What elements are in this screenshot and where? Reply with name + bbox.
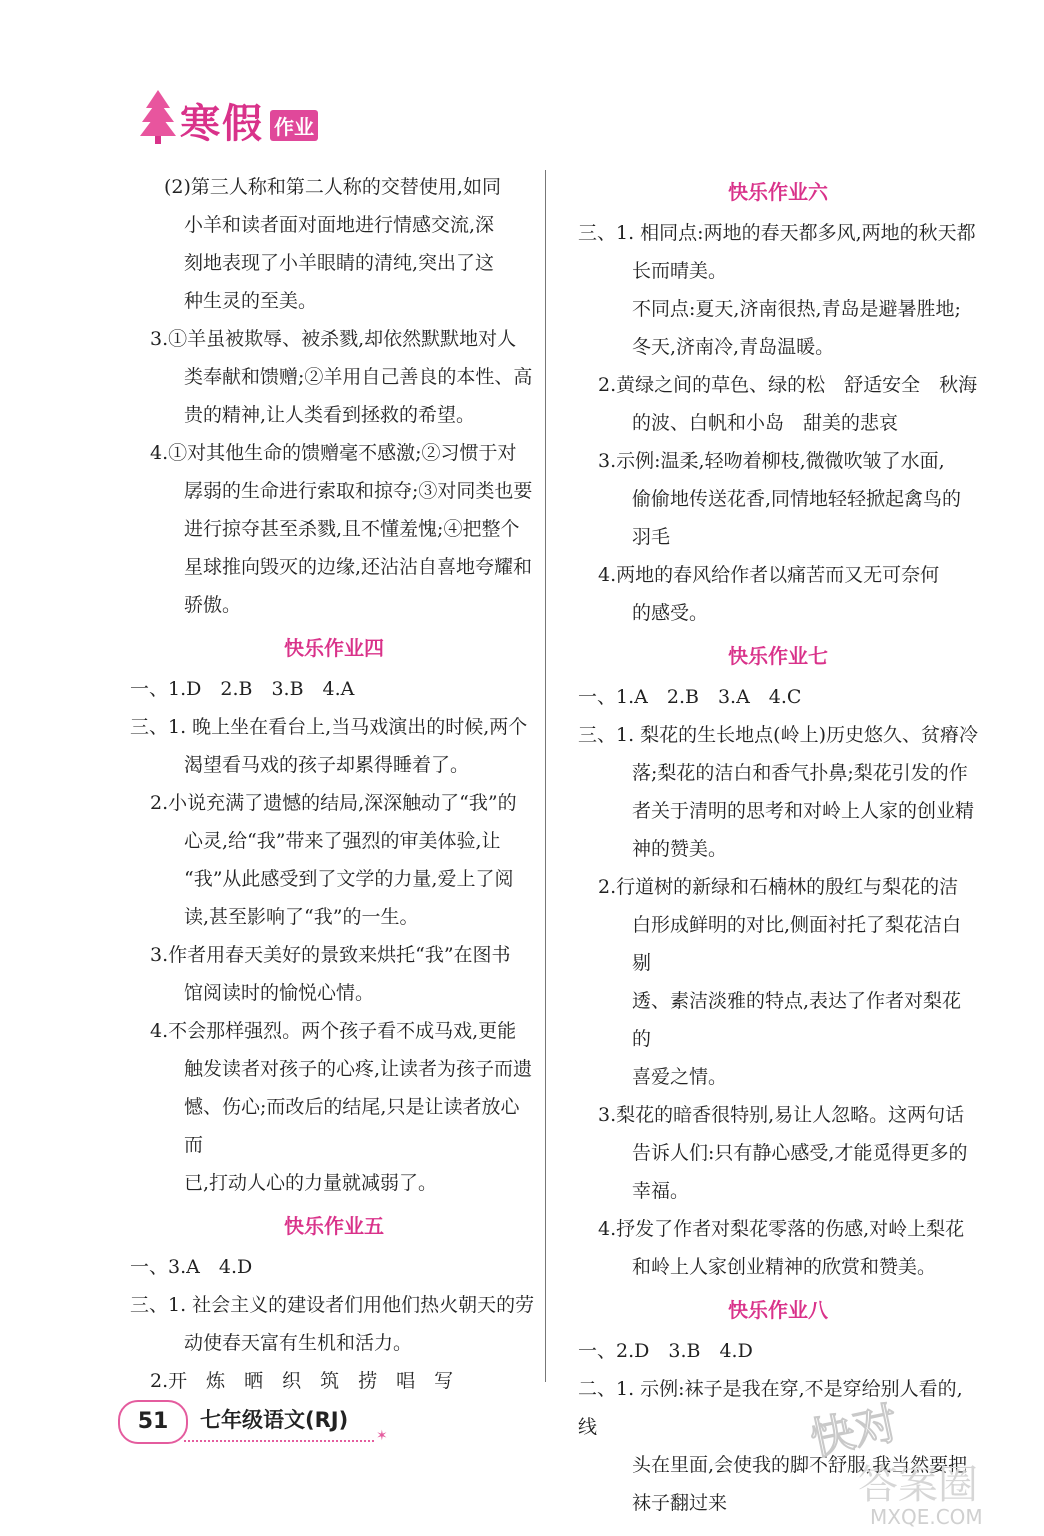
answer-line: 3.①羊虽被欺辱、被杀戮,却依然默默地对人 — [150, 328, 517, 350]
watermark-text-3: MXQE.COM — [870, 1505, 983, 1529]
answer-line: 不同点:夏天,济南很热,青岛是避暑胜地; — [632, 298, 961, 320]
answer-line: 和岭上人家创业精神的欣赏和赞美。 — [632, 1256, 937, 1278]
answer-line: 贵的精神,让人类看到拯救的希望。 — [184, 404, 476, 426]
right-column — [578, 168, 978, 1522]
answer-line: 渴望看马戏的孩子却累得睡着了。 — [184, 754, 470, 776]
answer-line: 动使春天富有生机和活力。 — [184, 1332, 413, 1354]
answer-line: 一、3.A 4.D — [130, 1256, 253, 1278]
answer-line: 4.两地的春风给作者以痛苦而又无可奈何 — [598, 564, 940, 586]
answer-line: 已,打动人心的力量就减弱了。 — [184, 1172, 438, 1194]
answer-line: 三、1. 社会主义的建设者们用他们热火朝天的劳 — [130, 1294, 535, 1316]
section-title: 快乐作业五 — [284, 1214, 384, 1238]
answer-line: (2)第三人称和第二人称的交替使用,如同 — [164, 176, 501, 198]
answer-line: 的感受。 — [632, 602, 709, 624]
answer-line: 类奉献和馈赠;②羊用自己善良的本性、高 — [184, 366, 533, 388]
answer-line: 小羊和读者面对面地进行情感交流,深 — [184, 214, 495, 236]
footer-divider — [184, 1440, 374, 1442]
answer-line: 羽毛 — [632, 526, 671, 548]
answer-line: 2.黄绿之间的草色、绿的松 舒适安全 秋海 — [598, 374, 978, 396]
answer-line: 白形成鲜明的对比,侧面衬托了梨花洁白剔 — [632, 914, 962, 974]
answer-line: 偷偷地传送花香,同情地轻轻掀起禽鸟的 — [632, 488, 962, 510]
answer-line: 心灵,给“我”带来了强烈的审美体验,让 — [184, 830, 501, 852]
answer-line: 二、1. 示例:袜子是我在穿,不是穿给别人看的,线 — [578, 1378, 963, 1438]
answer-line: 3.作者用春天美好的景致来烘托“我”在图书 — [150, 944, 511, 966]
answer-line: 喜爱之情。 — [632, 1066, 728, 1088]
answer-line: 触发读者对孩子的心疼,让读者为孩子而遗 — [184, 1058, 533, 1080]
answer-line: “我”从此感受到了文学的力量,爱上了阅 — [184, 868, 514, 890]
answer-line: 一、1.D 2.B 3.B 4.A — [130, 678, 355, 700]
answer-line: 骄傲。 — [184, 594, 242, 616]
watermark-logo — [800, 1390, 1040, 1530]
section-title: 快乐作业四 — [284, 636, 384, 660]
answer-line: 三、1. 梨花的生长地点(岭上)历史悠久、贫瘠冷 — [578, 724, 978, 746]
header-title: 寒假 — [180, 101, 264, 147]
answer-line: 3.示例:温柔,轻吻着柳枝,微微吹皱了水面, — [598, 450, 945, 472]
answer-line: 4.不会那样强烈。两个孩子看不成马戏,更能 — [150, 1020, 517, 1042]
answer-line: 星球推向毁灭的边缘,还沾沾自喜地夸耀和 — [184, 556, 533, 578]
answer-line: 一、2.D 3.B 4.D — [578, 1340, 753, 1362]
book-label: 七年级语文(RJ) — [200, 1408, 349, 1432]
section-title: 快乐作业六 — [728, 180, 828, 204]
column-divider — [545, 170, 546, 1382]
answer-line: 神的赞美。 — [632, 838, 728, 860]
watermark-text-2: 答案圈 — [858, 1462, 978, 1508]
answer-line: 长而晴美。 — [632, 260, 728, 282]
star-icon: ✶ — [376, 1428, 388, 1444]
page-number: 51 — [118, 1400, 188, 1444]
answer-line: 读,甚至影响了“我”的一生。 — [184, 906, 419, 928]
header-badge: 作业 — [270, 110, 318, 141]
page-footer — [118, 1400, 408, 1450]
answer-line: 4.①对其他生命的馈赠毫不感激;②习惯于对 — [150, 442, 517, 464]
answer-line: 冬天,济南冷,青岛温暖。 — [632, 336, 835, 358]
answer-line: 的波、白帆和小岛 甜美的悲哀 — [632, 412, 899, 434]
answer-line: 一、1.A 2.B 3.A 4.C — [578, 686, 802, 708]
watermark-text-1: 快对 — [805, 1397, 903, 1466]
answer-line: 袜子翻过来 — [632, 1492, 728, 1514]
answer-line: 2.开 炼 晒 织 筑 捞 唱 写 — [150, 1370, 454, 1392]
answer-line: 憾、伤心;而改后的结尾,只是让读者放心而 — [184, 1096, 520, 1156]
answer-line: 透、素洁淡雅的特点,表达了作者对梨花的 — [632, 990, 962, 1050]
answer-line: 馆阅读时的愉悦心情。 — [184, 982, 375, 1004]
answer-line: 幸福。 — [632, 1180, 690, 1202]
answer-line: 三、1. 相同点:两地的春天都多风,两地的秋天都 — [578, 222, 976, 244]
left-column — [130, 168, 538, 1400]
answer-line: 3.梨花的暗香很特别,易让人忽略。这两句话 — [598, 1104, 965, 1126]
answer-line: 落;梨花的洁白和香气扑鼻;梨花引发的作 — [632, 762, 968, 784]
answer-line: 刻地表现了小羊眼睛的清纯,突出了这 — [184, 252, 495, 274]
answer-line: 头在里面,会使我的脚不舒服,我当然要把 — [632, 1454, 968, 1476]
answer-line: 2.行道树的新绿和石楠林的殷红与梨花的洁 — [598, 876, 959, 898]
answer-line: 三、1. 晚上坐在看台上,当马戏演出的时候,两个 — [130, 716, 528, 738]
answer-line: 孱弱的生命进行索取和掠夺;③对同类也要 — [184, 480, 533, 502]
answer-line: 4.抒发了作者对梨花零落的伤感,对岭上梨花 — [598, 1218, 965, 1240]
answer-line: 者关于清明的思考和对岭上人家的创业精 — [632, 800, 975, 822]
section-title: 快乐作业八 — [728, 1298, 828, 1322]
answer-line: 2.小说充满了遗憾的结局,深深触动了“我”的 — [150, 792, 517, 814]
answer-line: 告诉人们:只有静心感受,才能觅得更多的 — [632, 1142, 968, 1164]
answer-line: 进行掠夺甚至杀戮,且不懂羞愧;④把整个 — [184, 518, 520, 540]
christmas-tree-icon — [140, 88, 176, 144]
section-title: 快乐作业七 — [728, 644, 828, 668]
answer-line: 种生灵的至美。 — [184, 290, 318, 312]
